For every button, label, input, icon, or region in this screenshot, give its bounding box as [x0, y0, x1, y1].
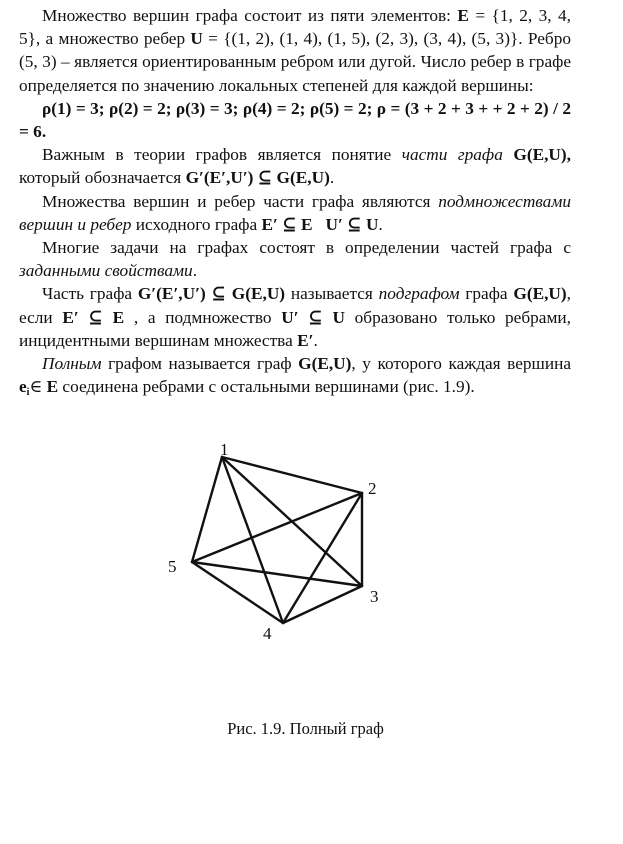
- text-span: графа: [459, 284, 514, 304]
- vertex-label-5: 5: [168, 557, 177, 576]
- figure-caption: Рис. 1.9. Полный граф: [227, 719, 384, 738]
- vertex-label-3: 3: [370, 587, 379, 606]
- edge-1-4: [222, 457, 283, 623]
- subset-relation: E′ ⊆ E U′ ⊆ U: [261, 214, 379, 234]
- text-span: ∈: [29, 377, 47, 397]
- text-span: называется: [285, 284, 379, 304]
- text-span: , у которого каждая вершина: [351, 354, 572, 374]
- set-symbol-e: E: [46, 377, 59, 397]
- vertex-symbol: e: [19, 377, 27, 397]
- edge-1-5: [192, 457, 222, 562]
- text-span: .: [329, 168, 335, 188]
- vertex-element: [19, 377, 30, 399]
- text-span: Важным в теории графов является понятие: [42, 145, 402, 165]
- graph-symbol: G(E,U): [513, 284, 567, 304]
- term-properties: заданными свойствами: [19, 261, 193, 281]
- text-span: , а подмножество: [124, 307, 282, 327]
- text-span: Множества вершин и ребер части графа являются: [42, 191, 439, 211]
- text-span: исходного графа: [131, 214, 262, 234]
- paragraph-degree-formula: [19, 97, 571, 143]
- text-span: графом называется граф: [101, 354, 299, 374]
- set-symbol-u: U: [190, 29, 203, 49]
- text-span: образовано только ребрами, инцидентными вершинам множества: [19, 307, 571, 350]
- vertex-subset-relation: E′ ⊆ E: [62, 307, 125, 327]
- text-span: .: [378, 214, 383, 234]
- text-span: Многие задачи на графах состоят в определении частей графа с: [42, 238, 571, 258]
- text-span: который обозначается: [19, 168, 186, 188]
- vertex-label-4: 4: [263, 624, 272, 643]
- vertex-index: i: [26, 387, 30, 399]
- term-graph-part: части графа: [401, 145, 503, 165]
- term-subsets: подмножествами вершин и ребер: [19, 191, 571, 234]
- vertex-label-2: 2: [368, 479, 377, 498]
- text-span: = {(1, 2), (1, 4), (1, 5), (2, 3), (3, 4), (5, 3)}. Ребро (5, 3) – является ориентированным ребром или дугой. Число ребер в графе определяется по значению локальных степеней для каждой вершины:: [19, 29, 571, 95]
- graph-symbol: G(E,U): [298, 354, 352, 374]
- text-span: , если: [19, 284, 571, 327]
- edge-subset-relation: U′ ⊆ U: [281, 307, 345, 327]
- subgraph-relation: G′(E′,U′) ⊆ G(E,U): [185, 168, 330, 188]
- text-span: .: [313, 330, 318, 350]
- paragraph-vertex-set: [19, 4, 571, 97]
- paragraph-graph-part: [19, 143, 571, 189]
- text-span: Множество вершин графа состоит из пяти элементов:: [42, 6, 458, 25]
- text-span: = {1, 2, 3, 4, 5}, а множество ребер: [19, 6, 571, 49]
- term-complete: Полным: [42, 354, 102, 374]
- vertex-subset-symbol: E′: [297, 330, 314, 350]
- text-span: .: [192, 261, 198, 281]
- edge-4-5: [192, 562, 283, 623]
- text-span: Часть графа: [42, 284, 138, 304]
- edge-2-5: [192, 493, 362, 562]
- paragraph-complete-graph: [19, 352, 571, 404]
- term-subgraph: подграфом: [378, 284, 460, 304]
- text-span: соединена ребрами с остальными вершинами (рис. 1.9).: [58, 377, 475, 397]
- graph-symbol: G(E,U),: [513, 145, 571, 165]
- edge-3-5: [192, 562, 362, 586]
- text-span: [503, 145, 514, 164]
- paragraph-subgraph: [19, 282, 571, 352]
- complete-graph-figure: [150, 438, 410, 643]
- paragraph-tasks: [19, 236, 571, 282]
- degree-formula: ρ(1) = 3; ρ(2) = 2; ρ(3) = 3; ρ(4) = 2; ρ(5) = 2; ρ = (3 + 2 + 3 + + 2 + 2) / 2 = 6: [19, 98, 571, 142]
- paragraph-subsets: [19, 190, 571, 236]
- text-block: [19, 4, 571, 404]
- subgraph-relation: G′(E′,U′) ⊆ G(E,U): [137, 284, 286, 304]
- graph-drawing: [150, 438, 410, 638]
- text-span: .: [41, 122, 47, 142]
- vertex-label-1: 1: [220, 440, 229, 459]
- set-symbol-e: E: [457, 6, 469, 25]
